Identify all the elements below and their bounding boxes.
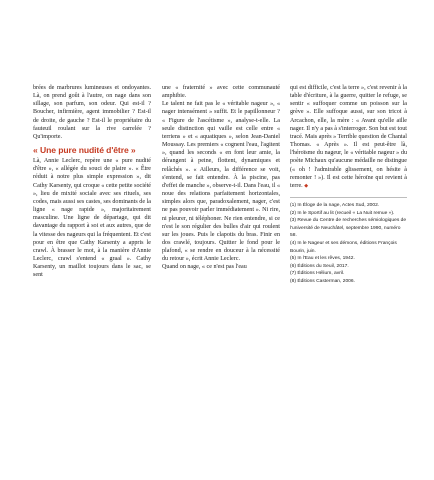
footnote-7: (7) Éditions Hélium, avril.	[290, 271, 345, 277]
footnotes	[290, 197, 407, 286]
paragraph-text: qui est difficile, c'est la terre », c'est revenir à la table d'écriture, à la guerre, quitter le refuge, se sentir « suffoquer comme un poisson sur la grève ». Elle suffoque aussi, sur son tricot à Arcachon, elle, la mère : « Avant qu'elle aille nager. Il n'y a pas à s'interroger. Son but est tout tracé. Mais après » Terrible question de Chantal Thomas. « Après ». Il est peut-être là, l'héroïsme du nageur, le « véritable nageur » du poète Michaux qu'aucune médaille ne distingue (« oh ! l'admirable glissement, on hésite à remonter ! »). Il est cette héroïne qui revient à terre.	[290, 85, 407, 189]
paragraph: une « fraternité » avec cette communauté amphibie.	[162, 85, 280, 100]
paragraph: brées de marbrures lumineuses et ondoyantes. Là, on prend goût à l'autre, on nage dans son sillage, son parfum, son odeur. Qui est-il ? Boucher, infirmière, agent immobilier ? Est-il de droite, de gauche ? Est-il le propriétaire du fauteuil roulant sur la rive carrelée ? Qu'importe.	[33, 85, 151, 140]
footnote-8: (8) Éditions Casterman, 2006.	[290, 278, 355, 284]
text-column-2	[162, 84, 280, 272]
end-mark-icon: ◆	[304, 183, 309, 189]
paragraph: Quand on nage, « ce n'est pas l'eau	[162, 264, 247, 271]
footnote-2: (2) In le Sportif au lit (recueil « La Nuit remue »).	[290, 210, 395, 216]
text-column-3	[290, 84, 407, 286]
paragraph: Là, Annie Leclerc, repère une « pure nudité d'être », « allégée du souci de plaire ». « Être réduit à notre plus simple expression », dit Cathy Karsenty, qui croque « cette petite société », lieu de mixité sociale avec ses rituels, ses codes, mais aussi ses castes, ses dominants de la ligne « nage rapide », majoritairement masculine. Une ligne de départage, qui dit davantage du rapport à soi et aux autres, que de la vitesse des nageurs qui la fréquentent. Et c'est pour en être que Cathy Karsenty a appris le crawl. À brasser le mot, à la manière d'Annie Leclerc, crawl s'entend « graal ». Cathy Karsenty, un maillot toujours dans le sac, se sent	[33, 158, 151, 279]
paragraph: Le talent ne fait pas le « véritable nageur », « nager intensément » suffit. Et le papillonneur ? « Figure de l'ascétisme », analyse-t-elle. La seule distinction qui vaille est celle entre « terriens » et « aquatiques », selon Jean-Daniel Moussay. Les premiers « cognent l'eau, l'agitent », quand les seconds « en font leur amie, la dérangent à peine, flottent, dynamiques et relâchés ». « Ailleurs, la différence se voit, s'entend, se fait entendre. À la piscine, pas d'effet de manche », observe-t-il. Dans l'eau, il « noue des relations parfaitement horizontales, simples alors que, paradoxalement, nager, c'est ne pas pouvoir parler immédiatement ». Ni rire, ni pleurer, ni téléphoner. Ne rien entendre, si ce n'est le son régulier des bulles d'air qui roulent sur les joues. Puis le clapotis du bras. Finir en dos crawlé, toujours. Quitter le fond pour le plafond, « se rendre en douceur à la nécessité du retour », écrit Annie Leclerc.	[162, 101, 280, 263]
footnote-6: (6) Éditions du Seuil, 2017.	[290, 263, 349, 269]
footnote-5: (5) In l'Eau et les rêves, 1942.	[290, 256, 355, 262]
footnote-1: (1) In Éloge de la nage, Actes Sud, 2002.	[290, 203, 380, 209]
section-subheading: « Une pure nudité d'être »	[33, 145, 136, 156]
footnote-4: (4) In le Nageur et ses démons, éditions François Bourin, juin.	[290, 241, 397, 254]
text-column-1	[33, 84, 151, 279]
paragraph	[290, 84, 407, 191]
footnote-3: (3) Revue du Centre de recherches sémiologiques de l'université de Neuchâtel, septembre 1990, numéro 58.	[290, 218, 407, 239]
